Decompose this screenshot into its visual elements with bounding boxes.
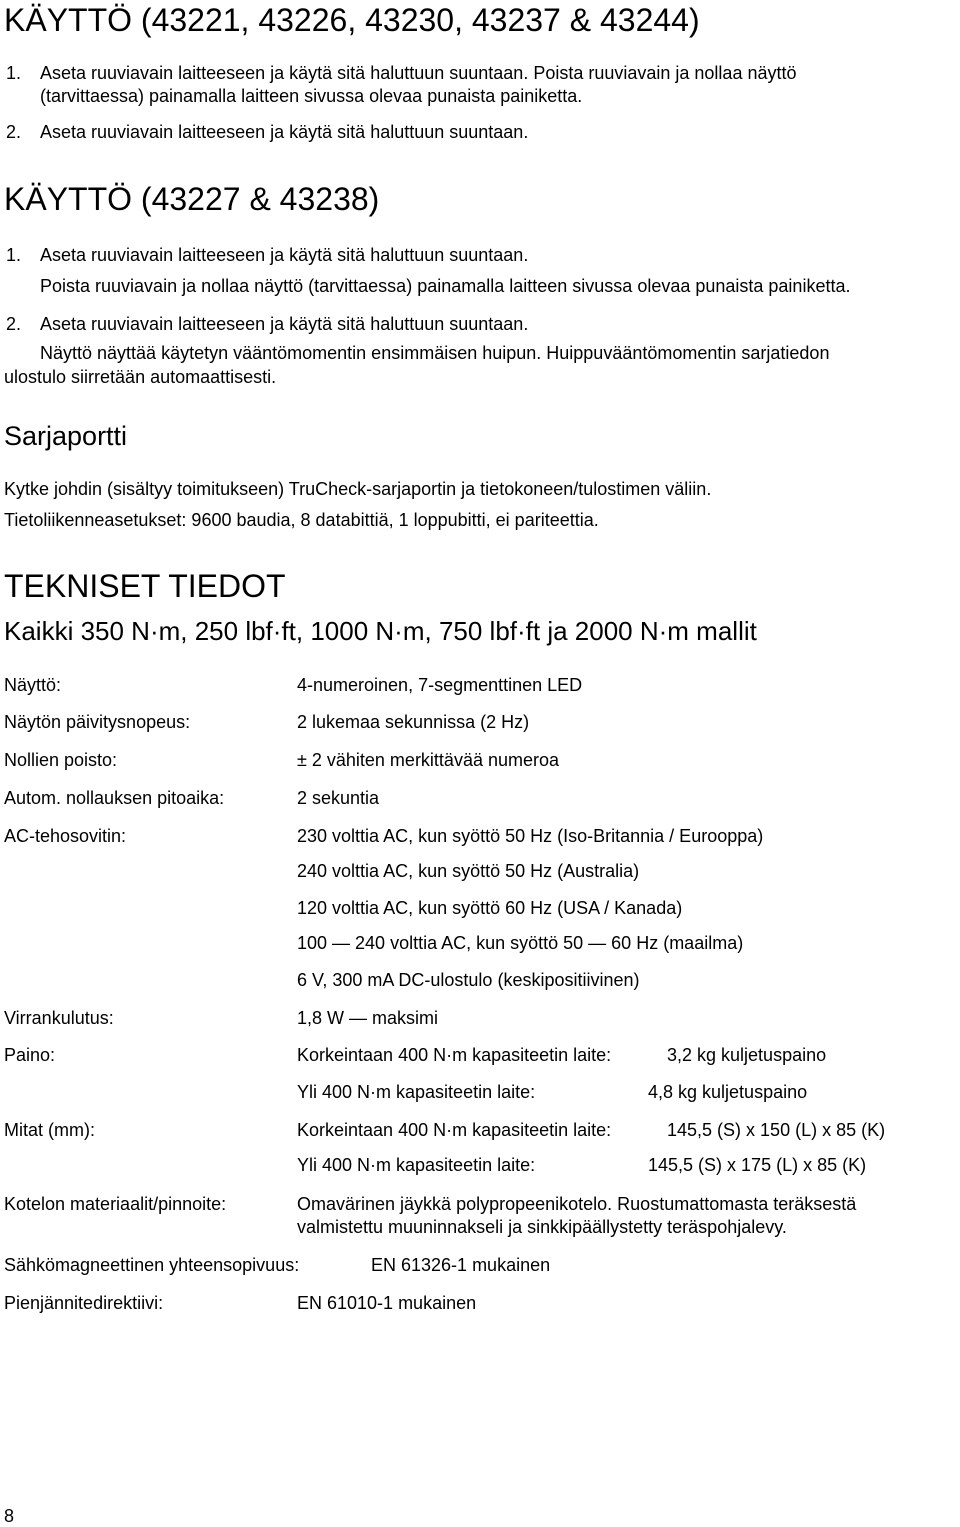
power-value: 1,8 W — maksimi (297, 1008, 439, 1028)
lvd-label: Pienjännitedirektiivi: (4, 1293, 164, 1313)
step-text: Aseta ruuviavain laitteeseen ja käytä sitä haluttuun suuntaan. Poista ruuviavain ja nollaa näyttö (40, 63, 797, 83)
serial-heading: Sarjaportti (4, 421, 128, 451)
autozero-label: Autom. nollauksen pitoaika: (4, 788, 225, 808)
dims-row2-desc: Yli 400 N·m kapasiteetin laite: (297, 1155, 536, 1175)
housing-value-line1: Omavärinen jäykkä polypropeenikotelo. Ruostumattomasta teräksestä (297, 1194, 857, 1214)
display-value: 4-numeroinen, 7-segmenttinen LED (297, 675, 583, 695)
specs-heading: TEKNISET TIEDOT (4, 568, 286, 604)
page-number: 8 (4, 1506, 15, 1526)
adapter-value: 230 volttia AC, kun syöttö 50 Hz (Iso-Britannia / Eurooppa) (297, 826, 764, 846)
housing-value-line2: valmistettu muuninnakseli ja sinkkipäällystetty teräspohjalevy. (297, 1217, 787, 1237)
adapter-value: 6 V, 300 mA DC-ulostulo (keskipositiivinen) (297, 970, 640, 990)
emc-value: EN 61326-1 mukainen (371, 1255, 551, 1275)
adapter-value: 240 volttia AC, kun syöttö 50 Hz (Australia) (297, 861, 640, 881)
step-text: Aseta ruuviavain laitteeseen ja käytä sitä haluttuun suuntaan. (40, 122, 529, 142)
section1-step2 (6, 121, 528, 143)
section2-heading: KÄYTTÖ (43227 & 43238) (4, 181, 380, 217)
step-number: 2. (6, 122, 22, 142)
serial-line2: Tietoliikenneasetukset: 9600 baudia, 8 databittiä, 1 loppubitti, ei pariteettia. (4, 510, 599, 530)
step-number: 2. (6, 314, 22, 334)
adapter-label: AC-tehosovitin: (4, 826, 127, 846)
autozero-value: 2 sekuntia (297, 788, 380, 808)
weight-row1-desc: Korkeintaan 400 N·m kapasiteetin laite: (297, 1045, 612, 1065)
section2-step2-cont: Näyttö näyttää käytetyn vääntömomentin ensimmäisen huipun. Huippuvääntömomentin sarjatiedon (40, 343, 830, 363)
specs-subheading: Kaikki 350 N·m, 250 lbf·ft, 1000 N·m, 750 lbf·ft ja 2000 N·m mallit (4, 616, 757, 646)
emc-label: Sähkömagneettinen yhteensopivuus: (4, 1255, 300, 1275)
section2-step2-cont2: ulostulo siirretään automaattisesti. (4, 367, 277, 387)
weight-label: Paino: (4, 1045, 56, 1065)
adapter-value: 100 — 240 volttia AC, kun syöttö 50 — 60 Hz (maailma) (297, 933, 744, 953)
weight-row2-desc: Yli 400 N·m kapasiteetin laite: (297, 1082, 536, 1102)
serial-line1: Kytke johdin (sisältyy toimitukseen) TruCheck-sarjaportin ja tietokoneen/tulostimen väliin. (4, 479, 712, 499)
section1-heading: KÄYTTÖ (43221, 43226, 43230, 43237 & 43244) (4, 2, 700, 38)
weight-row1-value: 3,2 kg kuljetuspaino (667, 1045, 827, 1065)
power-label: Virrankulutus: (4, 1008, 114, 1028)
section2-step1 (6, 244, 528, 266)
housing-label: Kotelon materiaalit/pinnoite: (4, 1194, 227, 1214)
section1-step1-cont: (tarvittaessa) painamalla laitteen sivussa olevaa punaista painiketta. (40, 86, 583, 106)
zero-value: ± 2 vähiten merkittävää numeroa (297, 750, 560, 770)
section1-step1 (6, 62, 796, 84)
dims-row1-value: 145,5 (S) x 150 (L) x 85 (K) (667, 1120, 886, 1140)
weight-row2-value: 4,8 kg kuljetuspaino (648, 1082, 808, 1102)
lvd-value: EN 61010-1 mukainen (297, 1293, 477, 1313)
step-number: 1. (6, 245, 22, 265)
step-text: Aseta ruuviavain laitteeseen ja käytä sitä haluttuun suuntaan. (40, 245, 529, 265)
section2-step2 (6, 313, 528, 335)
dims-row1-desc: Korkeintaan 400 N·m kapasiteetin laite: (297, 1120, 612, 1140)
dims-label: Mitat (mm): (4, 1120, 95, 1140)
refresh-value: 2 lukemaa sekunnissa (2 Hz) (297, 712, 530, 732)
step-text: Aseta ruuviavain laitteeseen ja käytä sitä haluttuun suuntaan. (40, 314, 529, 334)
display-label: Näyttö: (4, 675, 62, 695)
zero-label: Nollien poisto: (4, 750, 118, 770)
adapter-value: 120 volttia AC, kun syöttö 60 Hz (USA / Kanada) (297, 898, 683, 918)
refresh-label: Näytön päivitysnopeus: (4, 712, 191, 732)
section2-step1-cont: Poista ruuviavain ja nollaa näyttö (tarvittaessa) painamalla laitteen sivussa olevaa punaista painiketta. (40, 276, 851, 296)
dims-row2-value: 145,5 (S) x 175 (L) x 85 (K) (648, 1155, 867, 1175)
step-number: 1. (6, 63, 22, 83)
